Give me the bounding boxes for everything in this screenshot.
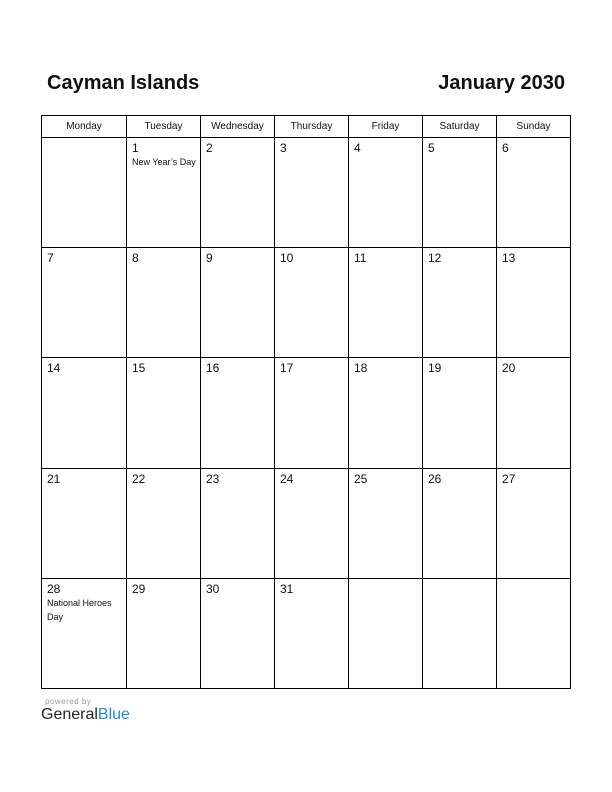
day-number: 17 (280, 361, 294, 375)
weekday-tuesday: Tuesday (127, 116, 201, 137)
weekday-header-row (42, 116, 570, 138)
day-cell (42, 579, 127, 688)
day-number: 22 (132, 472, 146, 486)
logo-general-text: General (41, 706, 98, 723)
day-cell (275, 248, 349, 357)
day-cell (42, 138, 127, 247)
day-number: 23 (206, 472, 220, 486)
week-row (42, 358, 570, 469)
day-cell (201, 248, 275, 357)
day-number: 27 (502, 472, 516, 486)
day-cell (497, 358, 570, 468)
day-number: 26 (428, 472, 442, 486)
day-number: 6 (502, 141, 509, 155)
day-number: 10 (280, 251, 294, 265)
day-number: 14 (47, 361, 61, 375)
holiday-label: National Heroes Day (47, 598, 112, 622)
week-row (42, 248, 570, 358)
day-number: 2 (206, 141, 213, 155)
day-cell (275, 579, 349, 688)
day-number: 13 (502, 251, 516, 265)
day-cell (423, 138, 497, 247)
logo-blue-text: Blue (97, 706, 130, 723)
day-cell (275, 358, 349, 468)
powered-by-label: powered by (45, 697, 92, 706)
day-number: 29 (132, 582, 146, 596)
weekday-thursday: Thursday (275, 116, 349, 137)
day-cell (42, 469, 127, 578)
day-cell (423, 469, 497, 578)
day-cell (423, 358, 497, 468)
holiday-label: New Year’s Day (132, 157, 196, 167)
day-cell (127, 579, 201, 688)
day-cell (349, 358, 423, 468)
day-number: 30 (206, 582, 220, 596)
day-number: 16 (206, 361, 220, 375)
country-title: Cayman Islands (47, 72, 200, 94)
day-cell (275, 469, 349, 578)
weekday-monday: Monday (42, 116, 127, 137)
day-number: 7 (47, 251, 54, 265)
day-number: 3 (280, 141, 287, 155)
day-number: 18 (354, 361, 368, 375)
day-cell (42, 248, 127, 357)
day-cell (497, 138, 570, 247)
day-cell (497, 469, 570, 578)
day-cell (349, 579, 423, 688)
day-number: 12 (428, 251, 442, 265)
day-cell (497, 579, 570, 688)
day-number: 4 (354, 141, 361, 155)
day-cell (349, 138, 423, 247)
day-number: 25 (354, 472, 368, 486)
day-cell (201, 469, 275, 578)
generalblue-branding (41, 697, 130, 724)
day-number: 21 (47, 472, 61, 486)
month-year-title: January 2030 (438, 72, 565, 94)
week-row (42, 469, 570, 579)
day-cell (127, 138, 201, 247)
day-cell (349, 469, 423, 578)
day-number: 1 (132, 141, 139, 155)
day-number: 28 (47, 582, 61, 596)
day-number: 20 (502, 361, 516, 375)
weekday-sunday: Sunday (516, 121, 551, 132)
day-number: 8 (132, 251, 139, 265)
calendar-grid (41, 115, 571, 689)
day-cell (127, 248, 201, 357)
day-cell (201, 579, 275, 688)
weekday-friday: Friday (349, 116, 423, 137)
week-row (42, 138, 570, 248)
day-cell (275, 138, 349, 247)
weekday-saturday: Saturday (423, 116, 497, 137)
day-cell (423, 248, 497, 357)
week-row (42, 579, 570, 688)
day-cell (497, 248, 570, 357)
day-cell (42, 358, 127, 468)
day-cell (423, 579, 497, 688)
day-cell (201, 138, 275, 247)
day-number: 15 (132, 361, 146, 375)
day-cell (201, 358, 275, 468)
day-number: 31 (280, 582, 294, 596)
day-number: 11 (354, 251, 367, 265)
day-cell (127, 469, 201, 578)
day-number: 24 (280, 472, 294, 486)
generalblue-logo (41, 706, 130, 724)
day-cell (349, 248, 423, 357)
day-number: 19 (428, 361, 442, 375)
day-cell (127, 358, 201, 468)
weekday-wednesday: Wednesday (201, 116, 275, 137)
day-number: 9 (206, 251, 213, 265)
day-number: 5 (428, 141, 435, 155)
